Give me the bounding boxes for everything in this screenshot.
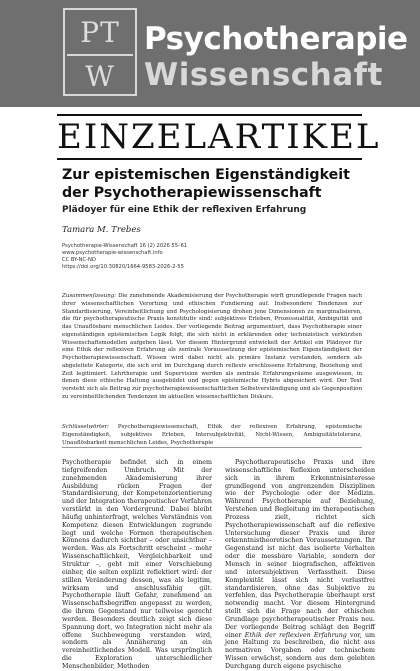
section-divider <box>62 447 362 448</box>
logo-letters-bottom: W <box>85 60 115 93</box>
article-meta <box>62 243 187 271</box>
article-type-banner: EINZELARTIKEL <box>57 117 381 157</box>
abstract-label: Zusammenfassung: <box>62 293 117 299</box>
body-column-left: Psychotherapie befindet sich in einem tiefgreifenden Umbruch. Mit der zunehmenden Akademisierung ihrer Ausbildung rücken Fragen der Standardisierung, der Kompetenzorientierung und der Integration therapeutischer Verfahren verstärkt in den Vordergrund. Dabei bleibt häufig unhinterfragt, welches Verständnis von Kompetenz diesen Entwicklungen zugrunde liegt und welche Formen therapeutischen Könnens dadurch sichtbar – oder unsichtbar – werden. Was als Fortschritt erscheint – mehr Wissenschaftlichkeit, Vergleichbarkeit und Struktur –, geht mit einer Verschiebung einher, die selten explizit reflektiert wird: der stillen Veränderung dessen, was als legitim, wirksam und anschlussfähig gilt. Psychotherapie läuft Gefahr, zunehmend an Wissenschaftsbegriffen angepasst zu werden, die ihrem Gegenstand nur teilweise gerecht werden. Besonders deutlich zeigt sich diese Spannung dort, wo Integration nicht mehr als offene Suchbewegung verstanden wird, sondern als Annäherung an ein vereinheitlichendes Modell. Was ursprünglich die Exploration unterschiedlicher Menschenbilder, Methoden <box>62 459 212 670</box>
meta-citation: Psychotherapie-Wissenschaft 16 (2) 2026 55–61 <box>62 243 188 249</box>
keywords <box>62 424 362 447</box>
abstract-text: Die zunehmende Akademisierung der Psychotherapie wirft grundlegende Fragen nach ihrer wissenschaftlichen Verortung und ethischen Fundierung auf. Insbesondere Tendenzen zur Standardisierung, Vereinheitlichung und Psychologisierung drohen jene Dimensionen zu marginalisieren, die für psychotherapeutische Praxis konstitutiv sind: subjektives Erleben, Prozessualität, Ambiguität und das Unauflösbare menschlichen Leides. Der vorliegende Beitrag argumentiert, dass Psychotherapie einer eigenständigen epistemischen Logik folgt, die sich nicht in erklärenden oder technizistisch verkürzten Wissenschaftsmodellen aufgehen lässt. Vor diesem Hintergrund entwickelt der Artikel ein Plädoyer für eine Ethik der reflexiven Erfahrung als zentrale Voraussetzung der epistemischen Eigenständigkeit der Psychotherapiewissenschaft. Wissen wird dabei nicht als primäre Instanz verstanden, sondern als abgeleitete Kategorie, die sich erst im Durchgang durch reflexiv erschlossene Erfahrung, Beziehung und Zeit legitimiert. Lehrtherapie und Supervision werden als zentrale Erfahrungsräume ausgewiesen, in denen diese ethische Haltung ausgebildet und gegen epistemische Hybris abgesichert wird. Der Text versteht sich als Beitrag zur psychotherapiewissenschaftlichen Selbstverständigung und als Gegenposition zu vereinheitlichenden Tendenzen im aktuellen wissenschaftlichen Diskurs. <box>62 293 362 400</box>
meta-license: CC BY-NC-ND <box>62 257 96 263</box>
article-title: Zur epistemischen Eigenständigkeit der Psychotherapiewissenschaft <box>62 167 350 201</box>
body-column-right <box>225 459 375 670</box>
meta-doi[interactable]: https://doi.org/10.30820/1664-9583-2026-2-55 <box>62 264 184 270</box>
body-right-text-b: vor, um jene Haltung zu beschreiben, die nicht aus normativen Vorgaben oder technischem Wissen erwächst, sondern aus dem gelebten Durchgang durch eigene psychische <box>225 631 375 670</box>
logo-divider <box>67 54 133 56</box>
article-author: Tamara M. Trebes <box>62 225 141 235</box>
keywords-text: Psychotherapiewissenschaft, Ethik der reflexiven Erfahrung, epistemische Eigenständigkeit, subjektives Erleben, Intersubjektivität, Nicht-Wissen, Ambiguitätstoleranz, Unauflösbarkeit menschlichen Leides, Psychotherapie <box>62 424 362 446</box>
meta-website[interactable]: www.psychotherapie-wissenschaft.info <box>62 250 163 256</box>
banner-rule-top <box>57 114 362 116</box>
keywords-label: Schlüsselwörter: <box>62 424 109 430</box>
abstract <box>62 293 362 402</box>
logo-letters-top: PT <box>80 16 120 49</box>
article-subtitle: Plädoyer für eine Ethik der reflexiven Erfahrung <box>62 205 307 215</box>
journal-header <box>0 0 420 107</box>
journal-logo <box>63 8 137 96</box>
journal-name-line2: Wissenschaft <box>144 57 383 93</box>
body-right-emphasis: Ethik der reflexiven Erfahrung <box>244 631 347 639</box>
journal-name-line1: Psychotherapie <box>144 21 408 57</box>
banner-rule-bottom <box>57 158 362 160</box>
body-right-text-a: Psychotherapeutische Praxis und ihre wissenschaftliche Reflexion unterscheiden sich in ihrem Erkenntnisinteresse grundlegend von angrenzenden Disziplinen wie der Psychologie oder der Medizin. Während Psychotherapie auf Beziehung, Verstehen und Begleitung im therapeutischen Prozess zielt, richtet sich Psychotherapiewissenschaft auf die reflexive Untersuchung dieser Praxis und ihrer erkenntnistheoretischen Voraussetzungen. Ihr Gegenstand ist nicht das isolierte Verhalten oder die messbare Variable, sondern der Mensch in seiner biografischen, affektiven und intersubjektiven Verfasstheit. Diese Komplexität lässt sich nicht verlustfrei standardisieren, ohne das Subjektive zu verfehlen, das Psychotherapie überhaupt erst notwendig macht. Vor diesem Hintergrund stellt sich die Frage nach der ethischen Grundlage psychotherapeutischer Praxis neu. Der vorliegende Beitrag schlägt den Begriff einer <box>225 459 375 639</box>
